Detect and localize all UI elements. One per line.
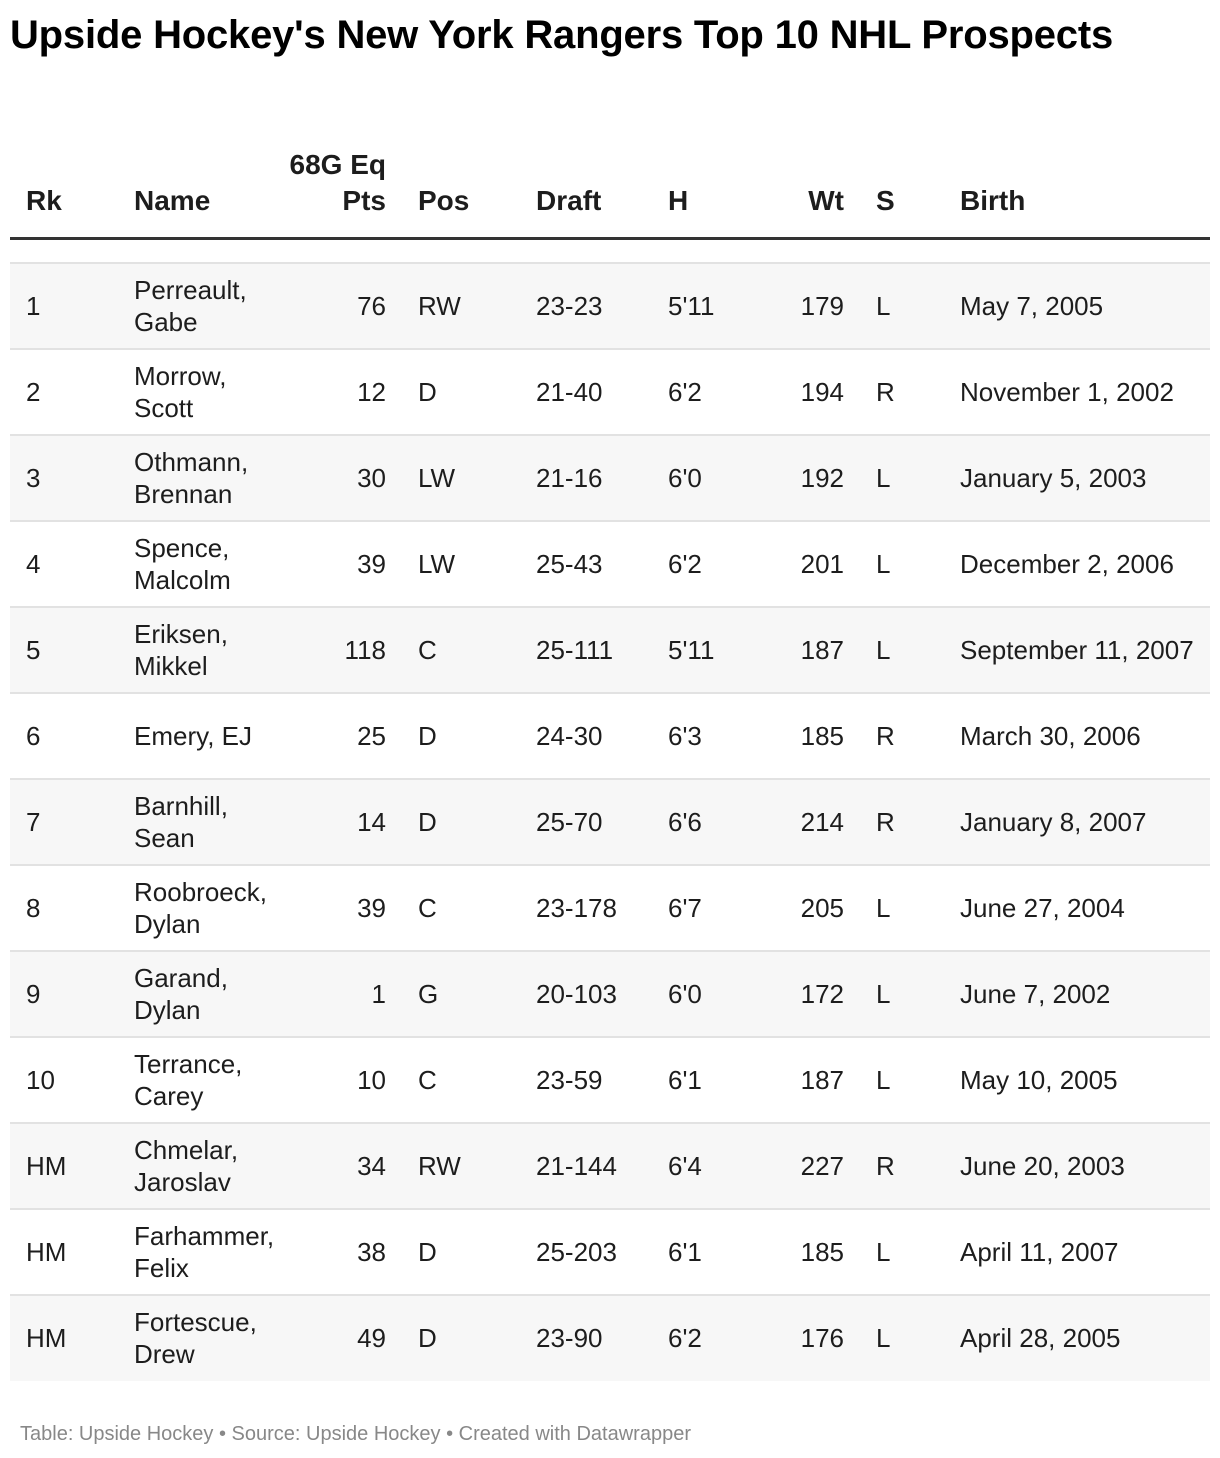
cell-points: 30 xyxy=(270,435,402,521)
cell-rank: 5 xyxy=(10,607,118,693)
cell-points: 76 xyxy=(270,263,402,349)
cell-height: 6'0 xyxy=(652,435,740,521)
cell-position: D xyxy=(402,1209,520,1295)
cell-position: RW xyxy=(402,263,520,349)
cell-position: D xyxy=(402,1295,520,1381)
cell-weight: 205 xyxy=(740,865,860,951)
cell-height: 6'1 xyxy=(652,1037,740,1123)
cell-position: LW xyxy=(402,435,520,521)
table-row xyxy=(10,1295,1210,1381)
col-header-pts[interactable]: 68G Eq Pts xyxy=(270,112,402,238)
cell-birth: April 11, 2007 xyxy=(944,1209,1210,1295)
cell-name: Othmann, Brennan xyxy=(118,435,270,521)
cell-name: Barnhill, Sean xyxy=(118,779,270,865)
table-row xyxy=(10,779,1210,865)
cell-rank: 2 xyxy=(10,349,118,435)
cell-points: 14 xyxy=(270,779,402,865)
cell-birth: November 1, 2002 xyxy=(944,349,1210,435)
cell-points: 25 xyxy=(270,693,402,779)
cell-points: 12 xyxy=(270,349,402,435)
cell-draft: 23-178 xyxy=(520,865,652,951)
table-row xyxy=(10,1037,1210,1123)
cell-rank: 1 xyxy=(10,263,118,349)
cell-weight: 201 xyxy=(740,521,860,607)
table-row xyxy=(10,1123,1210,1209)
cell-name: Spence, Malcolm xyxy=(118,521,270,607)
cell-height: 6'2 xyxy=(652,1295,740,1381)
cell-birth: June 20, 2003 xyxy=(944,1123,1210,1209)
cell-name: Perreault, Gabe xyxy=(118,263,270,349)
cell-shoots: L xyxy=(860,1037,944,1123)
cell-shoots: R xyxy=(860,693,944,779)
cell-name: Garand, Dylan xyxy=(118,951,270,1037)
cell-points: 49 xyxy=(270,1295,402,1381)
cell-height: 5'11 xyxy=(652,607,740,693)
cell-draft: 21-144 xyxy=(520,1123,652,1209)
table-row xyxy=(10,521,1210,607)
cell-weight: 185 xyxy=(740,1209,860,1295)
cell-birth: May 10, 2005 xyxy=(944,1037,1210,1123)
cell-rank: 6 xyxy=(10,693,118,779)
table-footer: Table: Upside Hockey • Source: Upside Hockey • Created with Datawrapper xyxy=(20,1423,691,1445)
col-header-weight[interactable]: Wt xyxy=(740,112,860,238)
cell-position: D xyxy=(402,779,520,865)
table-row xyxy=(10,951,1210,1037)
cell-shoots: L xyxy=(860,865,944,951)
cell-birth: January 8, 2007 xyxy=(944,779,1210,865)
cell-draft: 24-30 xyxy=(520,693,652,779)
table-row xyxy=(10,435,1210,521)
cell-draft: 23-23 xyxy=(520,263,652,349)
col-header-name[interactable]: Name xyxy=(118,112,270,238)
cell-draft: 21-40 xyxy=(520,349,652,435)
cell-height: 6'6 xyxy=(652,779,740,865)
cell-height: 6'1 xyxy=(652,1209,740,1295)
cell-name: Chmelar, Jaroslav xyxy=(118,1123,270,1209)
cell-name: Farhammer, Felix xyxy=(118,1209,270,1295)
cell-points: 34 xyxy=(270,1123,402,1209)
cell-name: Fortescue, Drew xyxy=(118,1295,270,1381)
cell-birth: December 2, 2006 xyxy=(944,521,1210,607)
col-header-shoots[interactable]: S xyxy=(860,112,944,238)
cell-shoots: L xyxy=(860,435,944,521)
col-header-rk[interactable]: Rk xyxy=(10,112,118,238)
cell-draft: 25-203 xyxy=(520,1209,652,1295)
cell-shoots: L xyxy=(860,521,944,607)
cell-rank: 9 xyxy=(10,951,118,1037)
cell-shoots: L xyxy=(860,951,944,1037)
table-row xyxy=(10,865,1210,951)
cell-shoots: L xyxy=(860,1295,944,1381)
cell-rank: 3 xyxy=(10,435,118,521)
cell-position: C xyxy=(402,865,520,951)
cell-rank: 7 xyxy=(10,779,118,865)
cell-position: G xyxy=(402,951,520,1037)
cell-draft: 23-59 xyxy=(520,1037,652,1123)
cell-points: 10 xyxy=(270,1037,402,1123)
page xyxy=(10,0,1210,1445)
cell-weight: 194 xyxy=(740,349,860,435)
cell-name: Morrow, Scott xyxy=(118,349,270,435)
cell-weight: 227 xyxy=(740,1123,860,1209)
cell-weight: 214 xyxy=(740,779,860,865)
cell-points: 39 xyxy=(270,865,402,951)
cell-rank: HM xyxy=(10,1123,118,1209)
table-row xyxy=(10,349,1210,435)
cell-rank: 4 xyxy=(10,521,118,607)
cell-points: 118 xyxy=(270,607,402,693)
cell-birth: May 7, 2005 xyxy=(944,263,1210,349)
cell-position: C xyxy=(402,1037,520,1123)
cell-draft: 20-103 xyxy=(520,951,652,1037)
cell-weight: 192 xyxy=(740,435,860,521)
table-row xyxy=(10,607,1210,693)
cell-birth: March 30, 2006 xyxy=(944,693,1210,779)
table-row xyxy=(10,1209,1210,1295)
cell-rank: 10 xyxy=(10,1037,118,1123)
cell-draft: 25-43 xyxy=(520,521,652,607)
cell-birth: January 5, 2003 xyxy=(944,435,1210,521)
prospects-table xyxy=(10,112,1210,1381)
col-header-pos[interactable]: Pos xyxy=(402,112,520,238)
col-header-draft[interactable]: Draft xyxy=(520,112,652,238)
cell-height: 5'11 xyxy=(652,263,740,349)
cell-position: C xyxy=(402,607,520,693)
col-header-birth[interactable]: Birth xyxy=(944,112,1210,238)
cell-birth: September 11, 2007 xyxy=(944,607,1210,693)
table-body xyxy=(10,238,1210,1381)
cell-shoots: L xyxy=(860,1209,944,1295)
cell-name: Roobroeck, Dylan xyxy=(118,865,270,951)
cell-shoots: L xyxy=(860,607,944,693)
cell-weight: 179 xyxy=(740,263,860,349)
table-row xyxy=(10,693,1210,779)
cell-birth: June 27, 2004 xyxy=(944,865,1210,951)
cell-name: Terrance, Carey xyxy=(118,1037,270,1123)
cell-birth: April 28, 2005 xyxy=(944,1295,1210,1381)
cell-height: 6'4 xyxy=(652,1123,740,1209)
table-title: Upside Hockey's New York Rangers Top 10 NHL Prospects xyxy=(10,13,1113,57)
cell-draft: 25-70 xyxy=(520,779,652,865)
table-row xyxy=(10,263,1210,349)
cell-rank: 8 xyxy=(10,865,118,951)
cell-birth: June 7, 2002 xyxy=(944,951,1210,1037)
cell-height: 6'7 xyxy=(652,865,740,951)
cell-draft: 25-111 xyxy=(520,607,652,693)
cell-height: 6'2 xyxy=(652,349,740,435)
cell-rank: HM xyxy=(10,1295,118,1381)
cell-shoots: R xyxy=(860,1123,944,1209)
cell-draft: 23-90 xyxy=(520,1295,652,1381)
cell-points: 1 xyxy=(270,951,402,1037)
header-row xyxy=(10,112,1210,238)
cell-shoots: L xyxy=(860,263,944,349)
cell-height: 6'2 xyxy=(652,521,740,607)
cell-height: 6'3 xyxy=(652,693,740,779)
cell-position: D xyxy=(402,349,520,435)
cell-weight: 172 xyxy=(740,951,860,1037)
col-header-height[interactable]: H xyxy=(652,112,740,238)
cell-position: LW xyxy=(402,521,520,607)
cell-position: RW xyxy=(402,1123,520,1209)
cell-weight: 176 xyxy=(740,1295,860,1381)
cell-shoots: R xyxy=(860,349,944,435)
cell-draft: 21-16 xyxy=(520,435,652,521)
cell-weight: 187 xyxy=(740,1037,860,1123)
cell-name: Eriksen, Mikkel xyxy=(118,607,270,693)
header-spacer xyxy=(10,238,1210,263)
cell-shoots: R xyxy=(860,779,944,865)
cell-weight: 185 xyxy=(740,693,860,779)
cell-rank: HM xyxy=(10,1209,118,1295)
cell-height: 6'0 xyxy=(652,951,740,1037)
cell-weight: 187 xyxy=(740,607,860,693)
cell-points: 38 xyxy=(270,1209,402,1295)
cell-name: Emery, EJ xyxy=(118,693,270,779)
cell-position: D xyxy=(402,693,520,779)
cell-points: 39 xyxy=(270,521,402,607)
